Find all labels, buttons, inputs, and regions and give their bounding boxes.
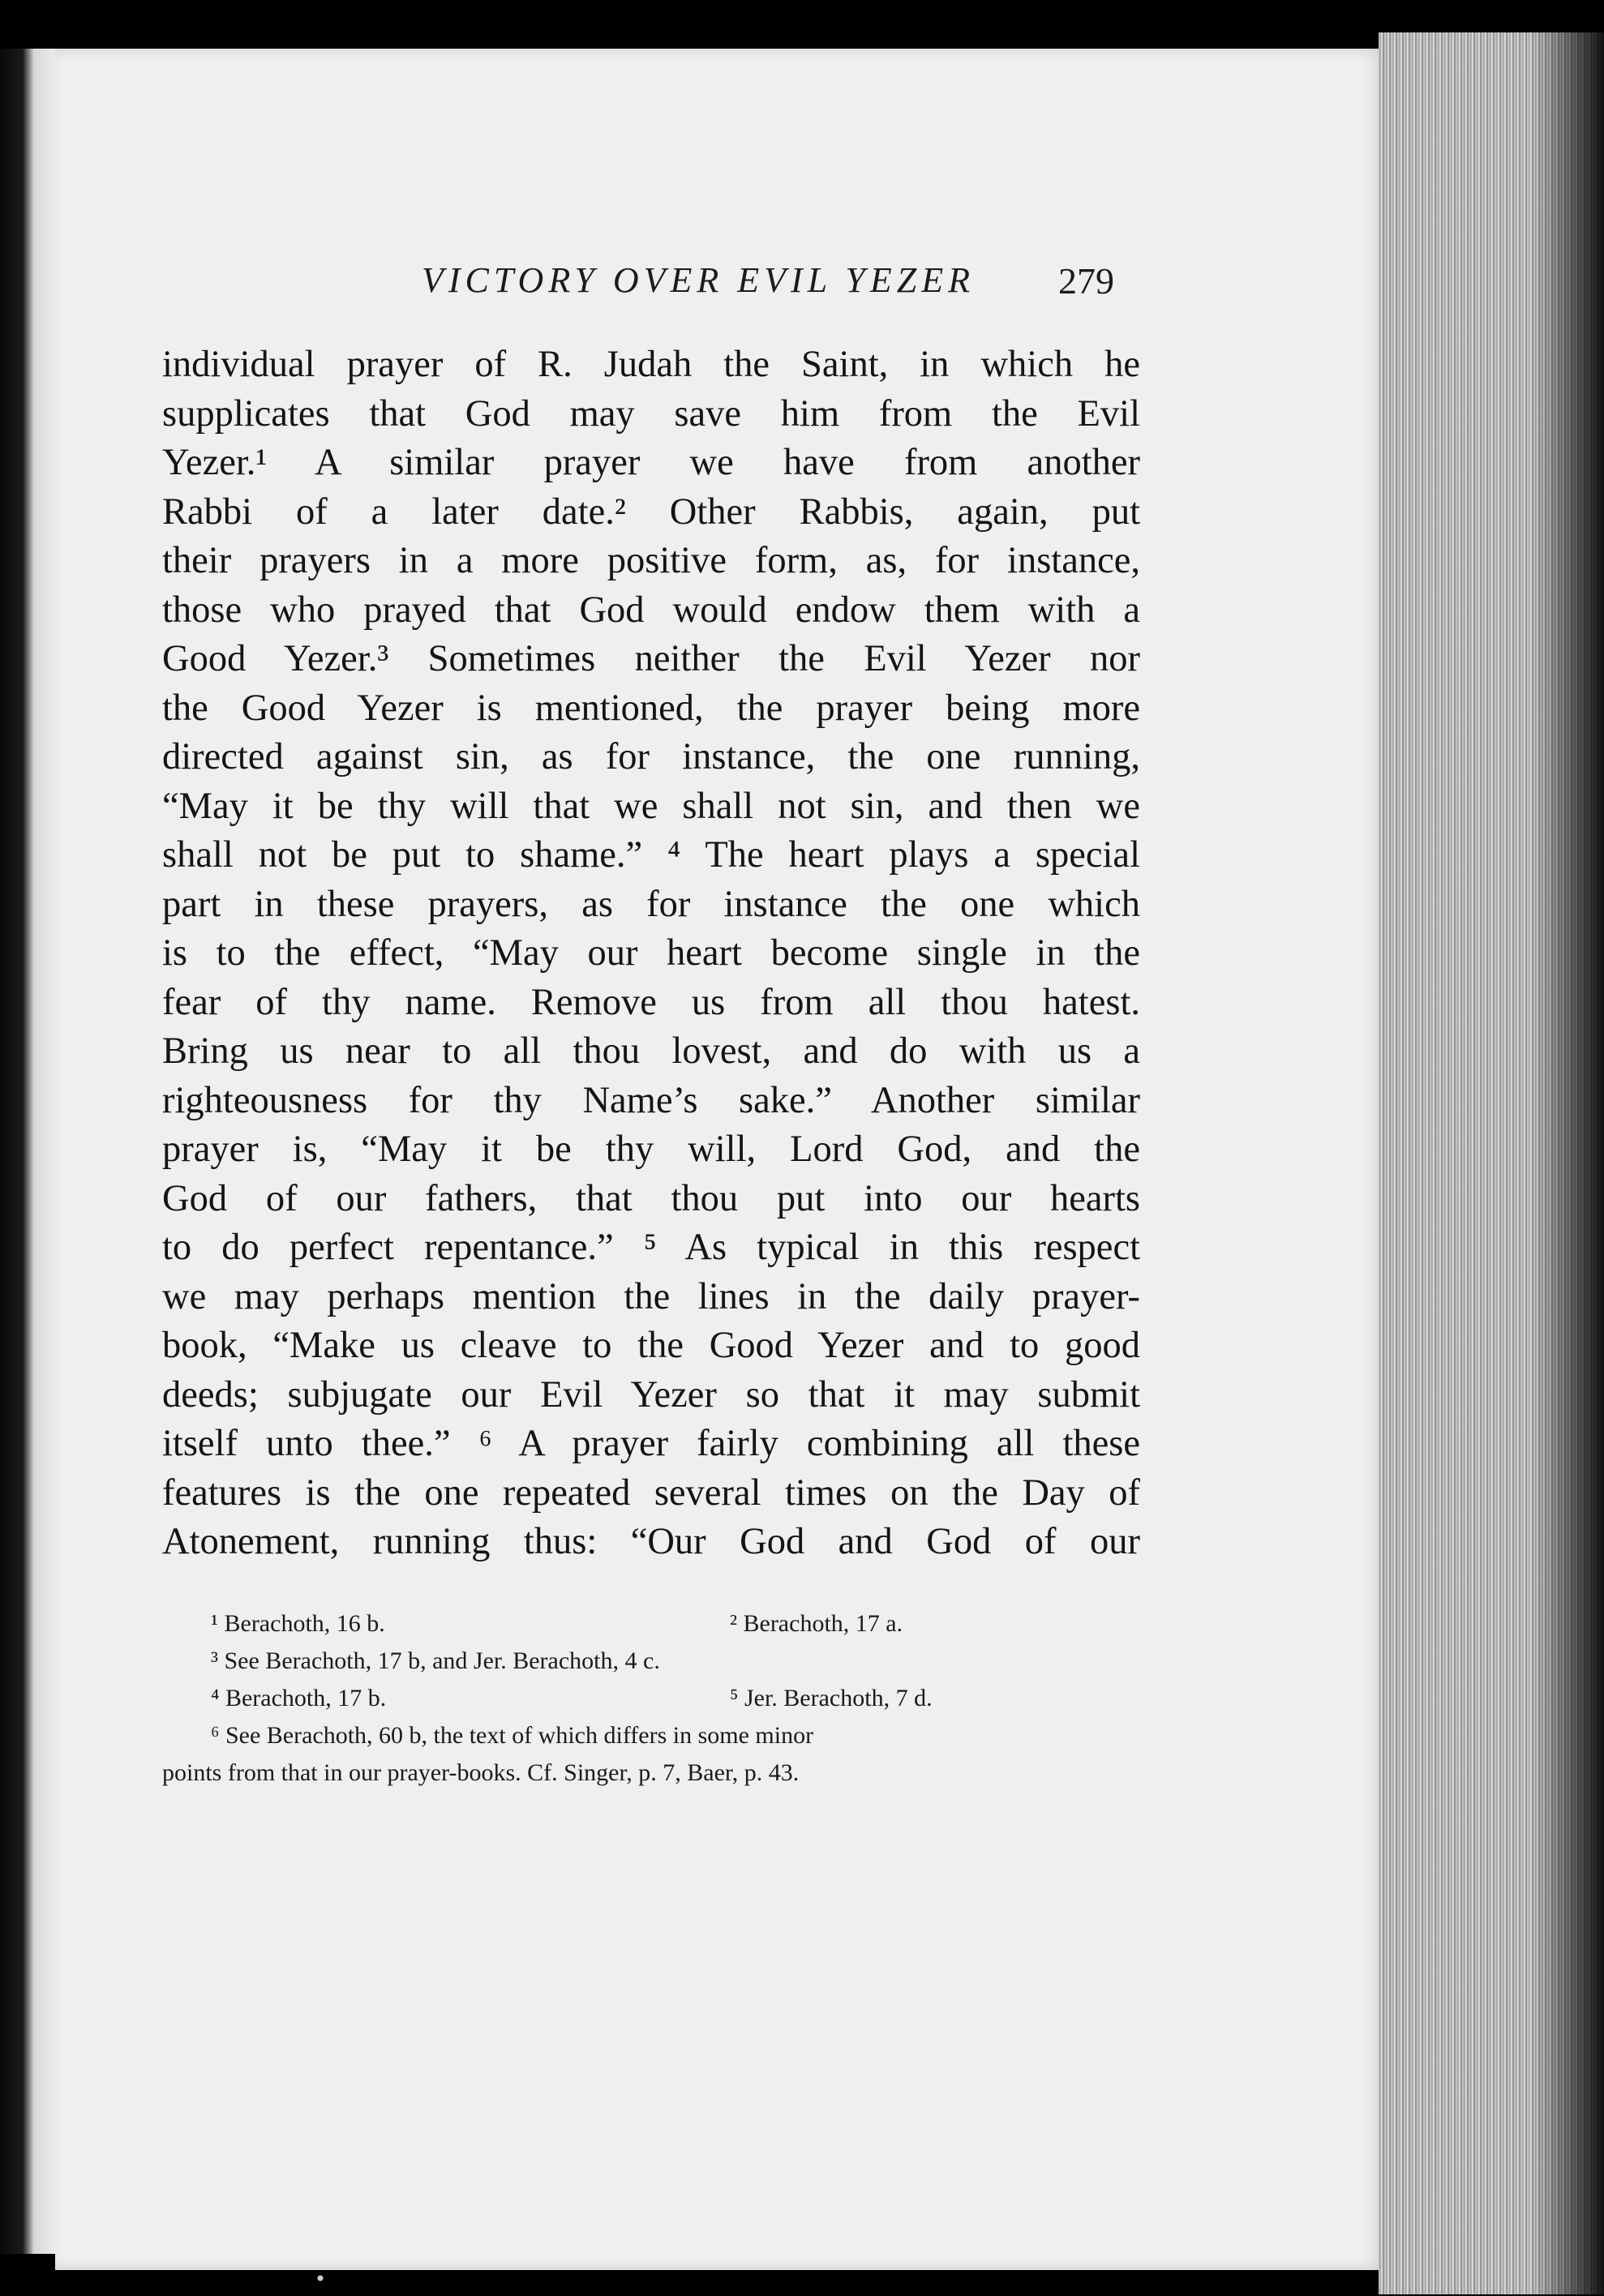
text-line: Rabbi of a later date.² Other Rabbis, again, put: [162, 490, 1140, 533]
footnote-row: [162, 1605, 1140, 1643]
text-line: Bring us near to all thou lovest, and do with us a: [162, 1030, 1140, 1072]
footnote-1: ¹ Berachoth, 16 b.: [211, 1610, 385, 1637]
footnote-row: [162, 1754, 1140, 1792]
text-line: “May it be thy will that we shall not sin, and then we: [162, 785, 1140, 827]
footnote-row: [162, 1680, 1140, 1717]
footnote-4: ⁴ Berachoth, 17 b.: [211, 1685, 387, 1711]
text-line: fear of thy name. Remove us from all thou hatest.: [162, 981, 1140, 1023]
text-line: part in these prayers, as for instance the one which: [162, 883, 1140, 925]
text-line: is to the effect, “May our heart become single in the: [162, 932, 1140, 974]
text-line: we may perhaps mention the lines in the daily prayer-: [162, 1275, 1140, 1317]
scan-speck: [304, 2270, 337, 2286]
footnote-6-continued: points from that in our prayer-books. Cf. Singer, p. 7, Baer, p. 43.: [162, 1759, 800, 1786]
footnote-6: ⁶ See Berachoth, 60 b, the text of which differs in some minor: [211, 1722, 814, 1749]
text-line: itself unto thee.” ⁶ A prayer fairly combining all these: [162, 1423, 1140, 1464]
text-line: Good Yezer.³ Sometimes neither the Evil Yezer nor: [162, 638, 1140, 679]
text-line: prayer is, “May it be thy will, Lord God, and the: [162, 1129, 1140, 1170]
text-line: features is the one repeated several times on the Day of: [162, 1471, 1140, 1514]
text-line: those who prayed that God would endow them with a: [162, 589, 1140, 631]
text-line: the Good Yezer is mentioned, the prayer being more: [162, 687, 1140, 729]
text-line: directed against sin, as for instance, the one running,: [162, 736, 1140, 777]
text-line: individual prayer of R. Judah the Saint, in which he: [162, 344, 1140, 385]
page-edges: [1379, 32, 1604, 2294]
footnotes: [162, 1605, 1140, 1792]
body-text: [162, 341, 1140, 1567]
running-head-title: VICTORY OVER EVIL YEZER: [422, 260, 975, 300]
text-line: deeds; subjugate our Evil Yezer so that it may submit: [162, 1373, 1140, 1416]
text-line: book, “Make us cleave to the Good Yezer and to good: [162, 1325, 1140, 1366]
book-binding-left: [0, 49, 57, 2254]
footnote-5: ⁵ Jer. Berachoth, 7 d.: [730, 1685, 933, 1711]
text-line: righteousness for thy Name’s sake.” Another similar: [162, 1079, 1140, 1121]
footnote-row: [162, 1717, 1140, 1754]
text-line: Yezer.¹ A similar prayer we have from another: [162, 442, 1140, 483]
page-number: 279: [1058, 260, 1114, 302]
text-line: shall not be put to shame.” ⁴ The heart plays a special: [162, 834, 1140, 876]
footnote-3: ³ See Berachoth, 17 b, and Jer. Berachoth, 4 c.: [211, 1647, 660, 1674]
text-line: their prayers in a more positive form, as, for instance,: [162, 540, 1140, 581]
text-line: to do perfect repentance.” ⁵ As typical in this respect: [162, 1227, 1140, 1268]
footnote-2: ² Berachoth, 17 a.: [730, 1610, 903, 1637]
footnote-row: [162, 1643, 1140, 1680]
text-line: Atonement, running thus: “Our God and God of our: [162, 1521, 1140, 1562]
text-line: God of our fathers, that thou put into our hearts: [162, 1177, 1140, 1219]
text-line: supplicates that God may save him from the Evil: [162, 392, 1140, 435]
